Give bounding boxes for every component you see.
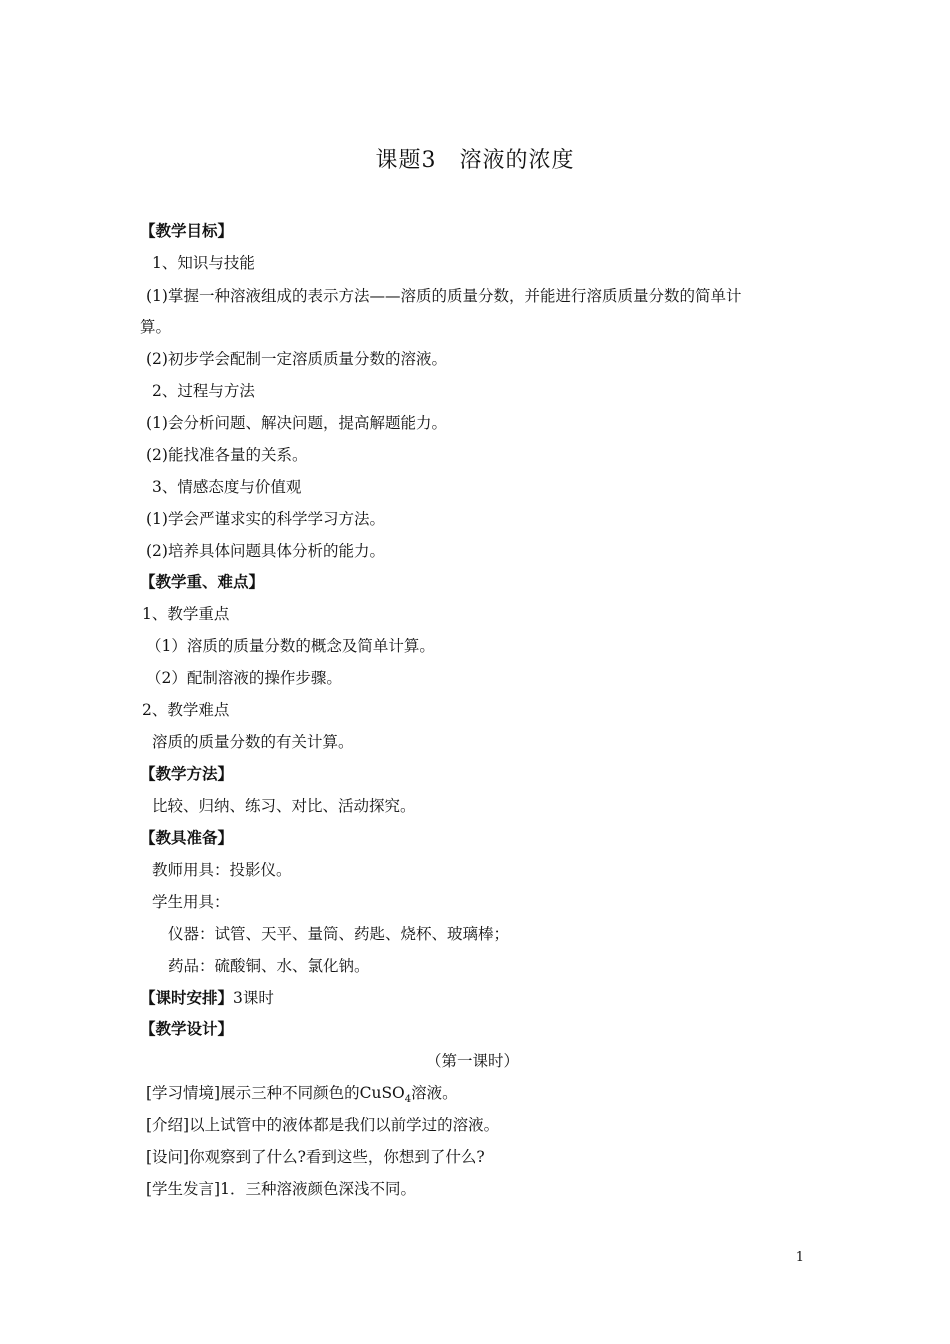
subheading-difficult-point: 2、教学难点 [142, 701, 230, 719]
section-heading-objectives: 【教学目标】 [140, 221, 234, 240]
text-line: [设问]你观察到了什么?看到这些，你想到了什么? [146, 1148, 485, 1166]
text-line: （2）配制溶液的操作步骤。 [146, 669, 342, 687]
subheading-key-point: 1、教学重点 [142, 605, 230, 623]
text-line: 仪器：试管、天平、量筒、药匙、烧杯、玻璃棒； [168, 925, 510, 943]
text-line: (1)掌握一种溶液组成的表示方法——溶质的质量分数，并能进行溶质质量分数的简单计 [146, 287, 742, 305]
section-heading-schedule: 【课时安排】 [140, 988, 234, 1007]
text-line: (2)培养具体问题具体分析的能力。 [146, 542, 385, 560]
text-line: 比较、归纳、练习、对比、活动探究。 [152, 797, 416, 815]
section-heading-methods: 【教学方法】 [140, 764, 234, 783]
section-heading-key-points: 【教学重、难点】 [140, 572, 265, 591]
text-line: 算。 [140, 318, 172, 336]
subheading-attitude-values: 3、情感态度与价值观 [152, 478, 302, 496]
text-line: 教师用具：投影仪。 [152, 861, 292, 879]
text-segment: [学习情境]展示三种不同颜色的CuSO [146, 1084, 405, 1102]
text-line: (2)能找准各量的关系。 [146, 446, 308, 464]
text-segment: 溶液。 [411, 1084, 458, 1102]
section-heading-design: 【教学设计】 [140, 1019, 234, 1038]
text-line: 药品：硫酸铜、水、氯化钠。 [168, 957, 370, 975]
section-heading-preparation: 【教具准备】 [140, 828, 234, 847]
schedule-value: 3课时 [233, 989, 274, 1007]
text-line [146, 1083, 458, 1103]
text-line: 溶质的质量分数的有关计算。 [152, 733, 354, 751]
text-line: 学生用具： [152, 893, 230, 911]
page-number: 1 [795, 1250, 804, 1265]
text-line: [介绍]以上试管中的液体都是我们以前学过的溶液。 [146, 1116, 500, 1134]
text-line: (1)会分析问题、解决问题，提高解题能力。 [146, 414, 447, 432]
text-line: (2)初步学会配制一定溶质质量分数的溶液。 [146, 350, 447, 368]
subheading-knowledge-skills: 1、知识与技能 [152, 254, 255, 272]
text-line: [学生发言]1．三种溶液颜色深浅不同。 [146, 1180, 416, 1198]
text-line: (1)学会严谨求实的科学学习方法。 [146, 510, 385, 528]
subheading-process-method: 2、过程与方法 [152, 382, 255, 400]
document-title: 课题3 溶液的浓度 [375, 148, 575, 173]
schedule-line [140, 988, 274, 1008]
lesson-label: （第一课时） [426, 1052, 520, 1070]
text-line: （1）溶质的质量分数的概念及简单计算。 [146, 637, 435, 655]
subscript-four: 4 [404, 1094, 412, 1105]
